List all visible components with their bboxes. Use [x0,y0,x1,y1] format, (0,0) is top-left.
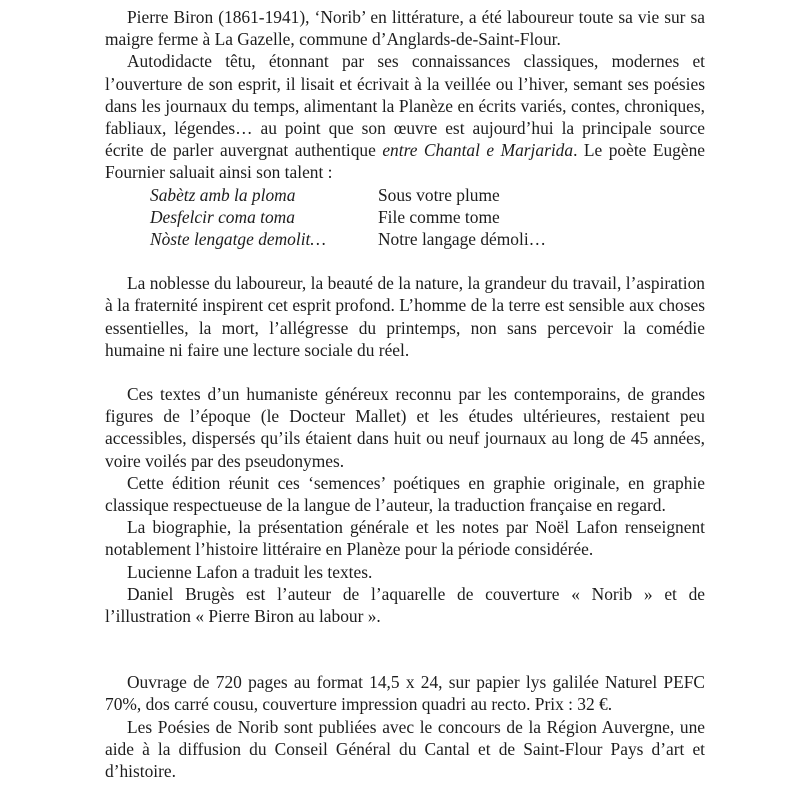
verse-line [150,228,705,250]
paragraph-autodidacte-end: . Le poète Eugène Fournier saluait ainsi son talent : [105,140,706,183]
verse-occitan: Sabètz amb la ploma [150,184,296,205]
document-page [105,6,705,782]
verse-line [150,184,705,206]
paragraph-noblesse: La noblesse du laboureur, la beauté de la nature, la grandeur du travail, l’aspiration à la fraternité inspirent cet esprit profond. L’homme de la terre est sensible aux choses essentielles, la mort, l’allégresse du printemps, non sans percevoir la comédie humaine ni faire une lecture sociale du réel. [105,273,705,360]
paragraph-illustration: Daniel Brugès est l’auteur de l’aquarelle de couverture « Norib » et de l’illustration « Pierre Biron au labour ». [105,583,705,627]
verse-occitan: Desfelcir coma toma [150,206,295,227]
paragraph-edition: Cette édition réunit ces ‘semences’ poétiques en graphie originale, en graphie classique respectueuse de la langue de l’auteur, la traduction française en regard. [105,472,705,516]
verse-quote [150,184,705,251]
verse-line [150,206,705,228]
spacer [105,361,705,383]
paragraph-textes: Ces textes d’un humaniste généreux reconnu par les contemporains, de grandes figures de l’époque (le Docteur Mallet) et les études ultérieures, restaient peu accessibles, dispersés qu’ils étaient dans huit ou neuf journaux au long de 45 années, voire voilés par des pseudonymes. [105,384,705,471]
paragraph-ouvrage: Ouvrage de 720 pages au format 14,5 x 24, sur papier lys galilée Naturel PEFC 70%, dos carré cousu, couverture impression quadri au recto. Prix : 32 €. [105,672,705,715]
spacer [105,627,705,671]
paragraph-concours: Les Poésies de Norib sont publiées avec le concours de la Région Auvergne, une aide à la diffusion du Conseil Général du Cantal et de Saint-Flour Pays d’art et d’histoire. [105,716,705,782]
verse-occitan: Nòste lengatge demolit… [150,229,326,249]
verse-french: File comme tome [378,206,500,227]
spacer [105,250,705,272]
paragraph-biographie: La biographie, la présentation générale et les notes par Noël Lafon renseignent notablement l’histoire littéraire en Planèze pour la période considérée. [105,517,705,560]
paragraph-autodidacte [105,50,705,183]
verse-french: Sous votre plume [378,184,500,205]
paragraph-autodidacte-text: Autodidacte têtu, étonnant par ses connaissances classiques, modernes et l’ouverture de son esprit, il lisait et écrivait à la veillée ou l’hiver, semant ses poésies dans les journaux du temps, alimentant la Planèze en écrits variés, contes, chroniques, fabliaux, légendes… au point que son œuvre est aujourd’hui la principale source écrite de parler auvergnat authentique [105,51,705,161]
verse-french: Notre langage démoli… [378,229,547,249]
paragraph-autodidacte-italic: entre Chantal e Marjarida [382,140,574,161]
paragraph-intro: Pierre Biron (1861-1941), ‘Norib’ en littérature, a été laboureur toute sa vie sur sa maigre ferme à La Gazelle, commune d’Anglards-de-Saint-Flour. [105,7,705,50]
paragraph-traduction: Lucienne Lafon a traduit les textes. [127,561,373,582]
